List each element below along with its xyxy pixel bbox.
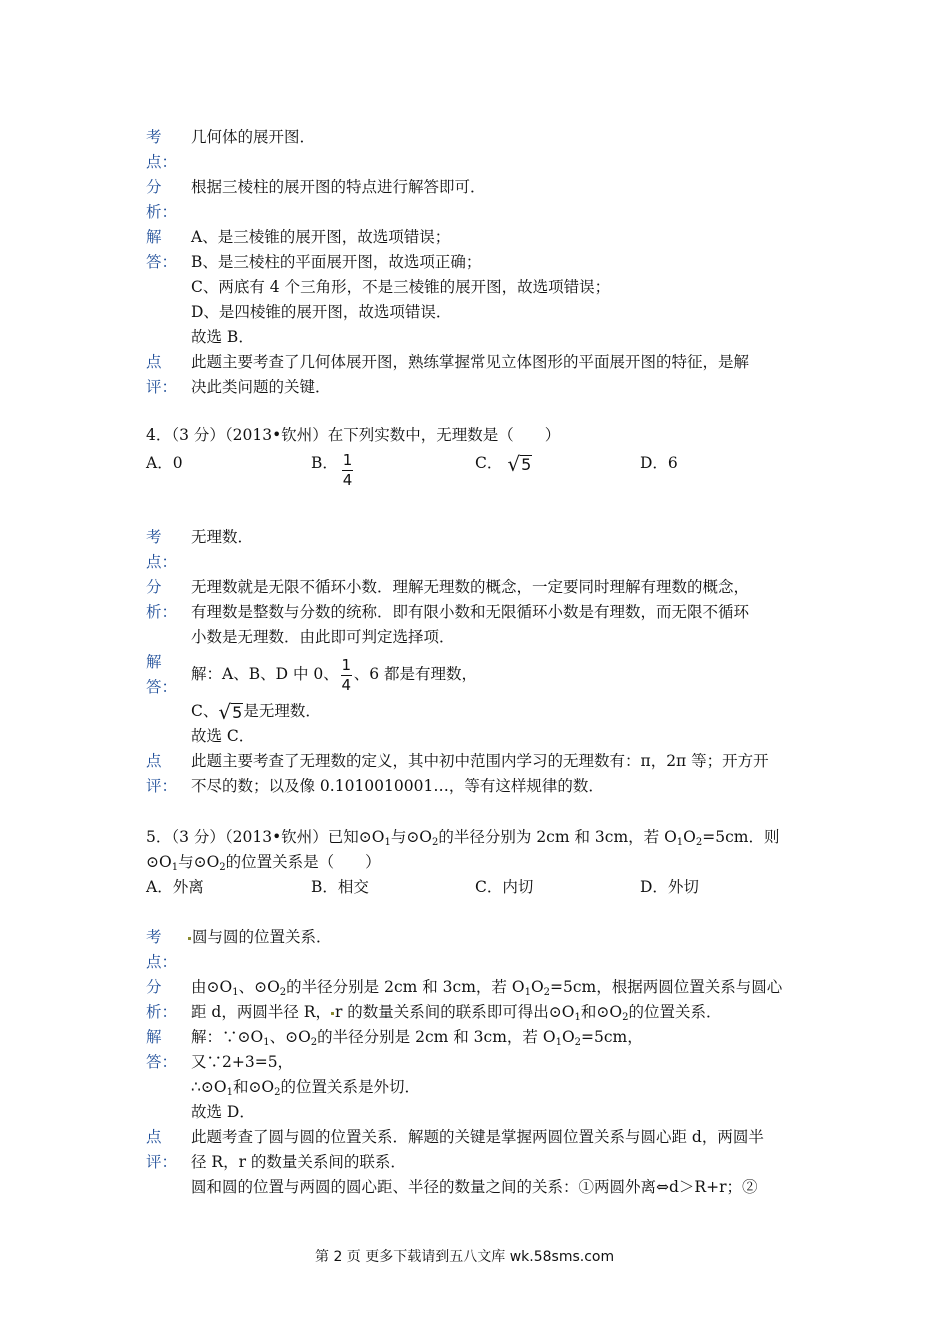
jieda-text: 的半径分别是 2cm 和 3cm，若 O (317, 1028, 556, 1046)
subscript: 2 (695, 837, 703, 848)
fenxi-text: 的半径分别是 2cm 和 3cm，若 O (286, 978, 525, 996)
sqrt-symbol (218, 702, 243, 722)
kaodian-text: 无理数． (191, 528, 254, 546)
fraction (342, 452, 353, 489)
jieda-line: D、是四棱锥的展开图，故选项错误． (191, 303, 452, 321)
dianping-line: 圆和圆的位置与两圆的圆心距、半径的数量之间的关系：①两圆外离⇔d＞R+r；② (191, 1178, 758, 1196)
jieda-text: 、6 都是有理数， (353, 665, 478, 683)
jieda-text: 解：∵⊙O (191, 1028, 264, 1046)
option-d: D．外切 (640, 878, 699, 896)
jieda-line: 故选 C． (191, 727, 255, 745)
kaodian-text (188, 926, 332, 948)
subscript: 1 (226, 1087, 233, 1098)
marker-dot-icon (331, 1012, 334, 1015)
jieda-line: A、是三棱锥的展开图，故选项错误； (191, 228, 451, 246)
fenxi-line: 小数是无理数．由此即可判定选择项． (191, 628, 455, 646)
dianping-label: 点 (146, 353, 162, 371)
jieda-line (191, 700, 321, 722)
fenxi-text: r 的数量关系间的联系即可得出⊙O (334, 1003, 575, 1021)
jieda-text: 、⊙O (269, 1028, 311, 1046)
option-a: A．外离 (146, 878, 204, 896)
dianping-line: 此题主要考查了几何体展开图，熟练掌握常见立体图形的平面展开图的特征，是解 (191, 353, 750, 371)
radical-sign: √ (218, 700, 232, 724)
question-stem (146, 851, 381, 873)
option-c-prefix: C． (475, 454, 503, 472)
fenxi-text: 距 d，两圆半径 R， (191, 1003, 331, 1021)
fenxi-text: 根据三棱柱的展开图的特点进行解答即可． (191, 178, 486, 196)
jieda-text: 是无理数． (243, 702, 321, 720)
dianping-line: 径 R，r 的数量关系间的联系． (191, 1153, 406, 1171)
jieda-line: C、两底有 4 个三角形，不是三棱锥的展开图，故选项错误； (191, 278, 611, 296)
fenxi-label: 析： (146, 603, 178, 621)
subscript: 1 (232, 987, 239, 998)
jieda-label: 答： (146, 1053, 178, 1071)
fenxi-label: 分 (146, 978, 162, 996)
jieda-line (191, 1076, 420, 1098)
stem-text: 5．（3 分）（2013•钦州）已知⊙O (146, 828, 385, 846)
subscript: 2 (574, 1037, 582, 1048)
dianping-label: 评： (146, 378, 178, 396)
jieda-line: 又∵2+3=5， (191, 1053, 294, 1071)
subscript: 1 (676, 837, 684, 848)
fenxi-label: 分 (146, 578, 162, 596)
jieda-line (191, 1026, 643, 1048)
radical-sign: √ (507, 452, 521, 476)
option-c: C．内切 (475, 878, 534, 896)
jieda-text: ∴⊙O (191, 1078, 227, 1096)
jieda-text: 解：A、B、D 中 0、 (191, 665, 339, 683)
jieda-text: =5cm， (581, 1028, 643, 1046)
fenxi-text: 和⊙O (580, 1003, 623, 1021)
fenxi-line (191, 1001, 721, 1023)
jieda-line: 故选 D． (191, 1103, 255, 1121)
page-footer: 第 2 页 更多下载请到五八文库 wk.58sms.com (315, 1249, 615, 1265)
jieda-label: 解 (146, 228, 162, 246)
stem-text: 与⊙O (390, 828, 433, 846)
fenxi-line: 有理数是整数与分数的统称．即有限小数和无限循环小数是有理数，而无限不循环 (191, 603, 750, 621)
subscript: 2 (279, 987, 287, 998)
kaodian-value: 圆与圆的位置关系． (192, 928, 332, 946)
subscript: 2 (219, 862, 226, 873)
jieda-label: 答： (146, 678, 178, 696)
fenxi-line (191, 976, 782, 998)
kaodian-label: 考 (146, 128, 162, 146)
subscript: 1 (263, 1037, 270, 1048)
stem-text: 的半径分别为 2cm 和 3cm，若 O (438, 828, 677, 846)
stem-text: 的位置关系是（ ） (225, 853, 381, 871)
kaodian-label: 点： (146, 553, 178, 571)
stem-text: ⊙O (146, 853, 172, 871)
subscript: 1 (555, 1037, 562, 1048)
option-b-prefix: B． (311, 454, 338, 472)
option-a: A．0 (146, 454, 183, 472)
jieda-text: O (561, 1028, 575, 1046)
option-c (475, 452, 532, 474)
fraction-denominator: 4 (342, 471, 353, 489)
fraction-numerator: 1 (342, 451, 353, 469)
jieda-line: 故选 B． (191, 328, 254, 346)
option-b (311, 452, 338, 474)
jieda-text: 的位置关系是外切． (280, 1078, 421, 1096)
subscript: 2 (274, 1087, 281, 1098)
dianping-line: 不尽的数；以及像 0.1010010001…，等有这样规律的数． (191, 777, 604, 795)
jieda-line (191, 654, 477, 694)
subscript: 2 (310, 1037, 318, 1048)
dianping-label: 评： (146, 1153, 178, 1171)
subscript: 1 (384, 837, 391, 848)
fenxi-text: =5cm，根据两圆位置关系与圆心 (550, 978, 783, 996)
dianping-label: 点 (146, 1128, 162, 1146)
fenxi-label: 析： (146, 1003, 178, 1021)
subscript: 2 (622, 1012, 629, 1023)
jieda-line: B、是三棱柱的平面展开图，故选项正确； (191, 253, 482, 271)
marker-dot-icon (188, 937, 191, 940)
question-stem (146, 826, 780, 848)
option-d: D．6 (640, 454, 678, 472)
fenxi-label: 分 (146, 178, 162, 196)
subscript: 1 (524, 987, 531, 998)
dianping-label: 评： (146, 777, 178, 795)
subscript: 1 (171, 862, 179, 873)
subscript: 2 (543, 987, 551, 998)
fraction-numerator: 1 (341, 655, 351, 674)
kaodian-text: 几何体的展开图． (191, 128, 316, 146)
dianping-line: 此题考查了圆与圆的位置关系．解题的关键是掌握两圆位置关系与圆心距 d，两圆半 (191, 1128, 764, 1146)
fenxi-text: 的位置关系． (628, 1003, 722, 1021)
jieda-text: C、 (191, 702, 219, 720)
kaodian-label: 点： (146, 153, 178, 171)
fenxi-label: 析： (146, 203, 178, 221)
fenxi-text: O (530, 978, 544, 996)
jieda-label: 答： (146, 253, 178, 271)
kaodian-label: 考 (146, 528, 162, 546)
dianping-label: 点 (146, 752, 162, 770)
kaodian-label: 考 (146, 928, 162, 946)
subscript: 1 (574, 1012, 581, 1023)
dianping-line: 此题主要考查了无理数的定义，其中初中范围内学习的无理数有：π，2π 等；开方开 (191, 752, 769, 770)
stem-text: 与⊙O (178, 853, 220, 871)
radicand: 5 (521, 455, 532, 474)
sqrt-symbol (507, 454, 532, 474)
question-stem: 4．（3 分）（2013•钦州）在下列实数中，无理数是（ ） (146, 426, 561, 444)
fraction-denominator: 4 (341, 675, 351, 694)
fraction-one-quarter (340, 452, 355, 489)
radicand: 5 (232, 703, 243, 722)
option-b: B．相交 (311, 878, 369, 896)
kaodian-label: 点： (146, 953, 178, 971)
fraction (341, 657, 352, 694)
fenxi-line: 无理数就是无限不循环小数．理解无理数的概念，一定要同时理解有理数的概念， (191, 578, 750, 596)
dianping-line: 决此类问题的关键． (191, 378, 331, 396)
jieda-label: 解 (146, 1028, 162, 1046)
stem-text: =5cm．则 (702, 828, 780, 846)
jieda-text: 和⊙O (232, 1078, 275, 1096)
fenxi-text: 由⊙O (191, 978, 233, 996)
stem-text: O (683, 828, 696, 846)
fenxi-text: 、⊙O (238, 978, 280, 996)
subscript: 2 (432, 837, 439, 848)
jieda-label: 解 (146, 653, 162, 671)
